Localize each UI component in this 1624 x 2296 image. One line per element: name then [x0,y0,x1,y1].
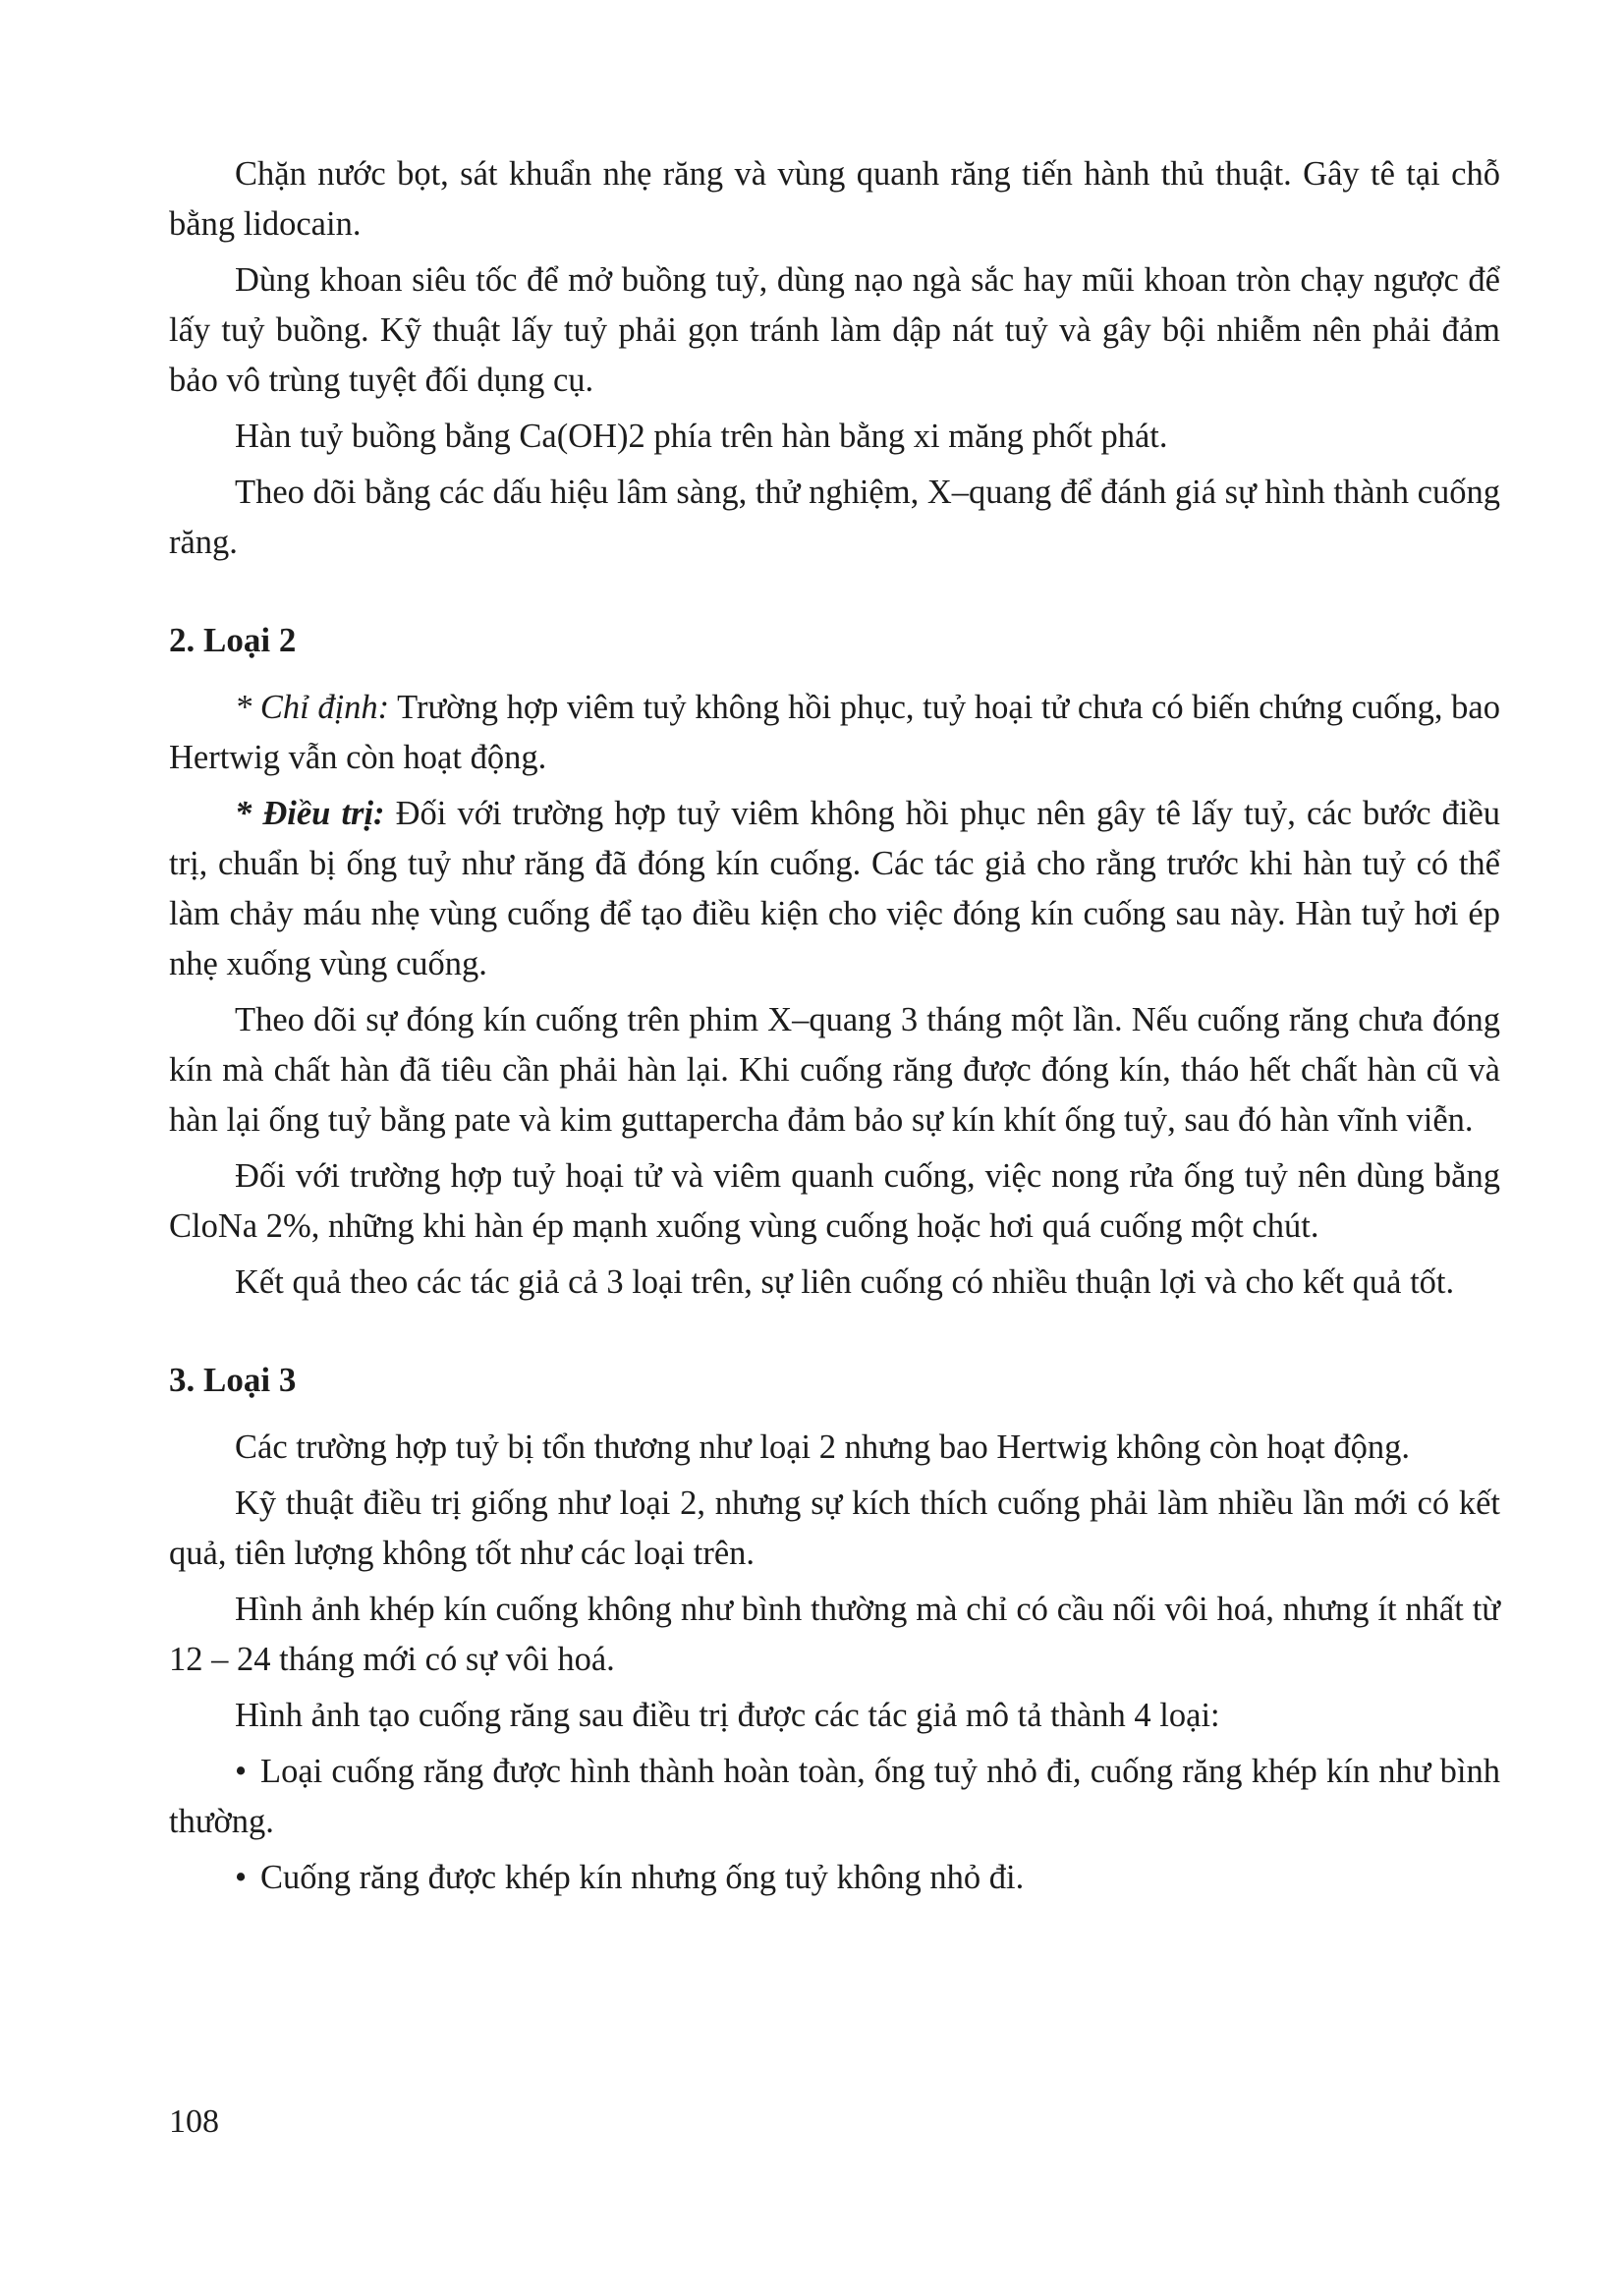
paragraph-isolation: Chặn nước bọt, sát khuẩn nhẹ răng và vùng quanh răng tiến hành thủ thuật. Gây tê tại chỗ bằng lidocain. [169,155,1500,243]
paragraph-technique: Kỹ thuật điều trị giống như loại 2, nhưng sự kích thích cuống phải làm nhiều lần mới có kết quả, tiên lượng không tốt như các loại trên. [169,1484,1500,1572]
bullet-text: Cuống răng được khép kín nhưng ống tuỷ không nhỏ đi. [260,1859,1025,1896]
paragraph-hertwig-inactive: Các trường hợp tuỷ bị tổn thương như loại 2 nhưng bao Hertwig không còn hoạt động. [235,1428,1411,1466]
treatment-label: * Điều trị: [235,795,385,832]
bullet-icon: • [235,1859,248,1896]
paragraph-indication [169,683,1500,783]
section-heading-loai-3: 3. Loại 3 [169,1361,297,1399]
bullet-text: Loại cuống răng được hình thành hoàn toàn, ống tuỷ nhỏ đi, cuống răng khép kín như bình thường. [169,1753,1500,1840]
indication-text: Trường hợp viêm tuỷ không hồi phục, tuỷ hoại tử chưa có biến chứng cuống, bao Hertwig vẫn còn hoạt động. [169,689,1500,776]
list-item [169,1853,1500,1903]
paragraph-follow-up: Theo dõi bằng các dấu hiệu lâm sàng, thử nghiệm, X–quang để đánh giá sự hình thành cuống răng. [169,474,1500,561]
page-number: 108 [169,2103,219,2140]
list-item [169,1747,1500,1847]
paragraph-four-types: Hình ảnh tạo cuống răng sau điều trị được các tác giả mô tả thành 4 loại: [235,1697,1220,1734]
paragraph-calcification: Hình ảnh khép kín cuống không như bình thường mà chỉ có cầu nối vôi hoá, nhưng ít nhất từ 12 – 24 tháng mới có sự vôi hoá. [169,1591,1500,1678]
indication-label: * Chỉ định: [235,689,390,726]
paragraph-treatment [169,789,1500,989]
paragraph-pulp-removal: Dùng khoan siêu tốc để mở buồng tuỷ, dùng nạo ngà sắc hay mũi khoan tròn chạy ngược để lấy tuỷ buồng. Kỹ thuật lấy tuỷ phải gọn tránh làm dập nát tuỷ và gây bội nhiễm nên phải đảm bảo vô trùng tuyệt đối dụng cụ. [169,261,1500,399]
paragraph-xray-monitoring: Theo dõi sự đóng kín cuống trên phim X–quang 3 tháng một lần. Nếu cuống răng chưa đóng kín mà chất hàn đã tiêu cần phải hàn lại. Khi cuống răng được đóng kín, tháo hết chất hàn cũ và hàn lại ống tuỷ bằng pate và kim guttapercha đảm bảo sự kín khít ống tuỷ, sau đó hàn vĩnh viễn. [169,1001,1500,1139]
bullet-icon: • [235,1753,248,1790]
paragraph-necrosis-irrigation: Đối với trường hợp tuỷ hoại tử và viêm quanh cuống, việc nong rửa ống tuỷ nên dùng bằng CloNa 2%, những khi hàn ép mạnh xuống vùng cuống hoặc hơi quá cuống một chút. [169,1157,1500,1245]
paragraph-results: Kết quả theo các tác giả cả 3 loại trên, sự liên cuống có nhiều thuận lợi và cho kết quả tốt. [235,1263,1455,1301]
section-heading-loai-2: 2. Loại 2 [169,621,297,659]
page-content [169,149,1500,1903]
treatment-text: Đối với trường hợp tuỷ viêm không hồi phục nên gây tê lấy tuỷ, các bước điều trị, chuẩn bị ống tuỷ như răng đã đóng kín cuống. Các tác giả cho rằng trước khi hàn tuỷ có thể làm chảy máu nhẹ vùng cuống để tạo điều kiện cho việc đóng kín cuống sau này. Hàn tuỷ hơi ép nhẹ xuống vùng cuống. [169,795,1501,982]
paragraph-pulp-filling: Hàn tuỷ buồng bằng Ca(OH)2 phía trên hàn bằng xi măng phốt phát. [235,418,1168,455]
